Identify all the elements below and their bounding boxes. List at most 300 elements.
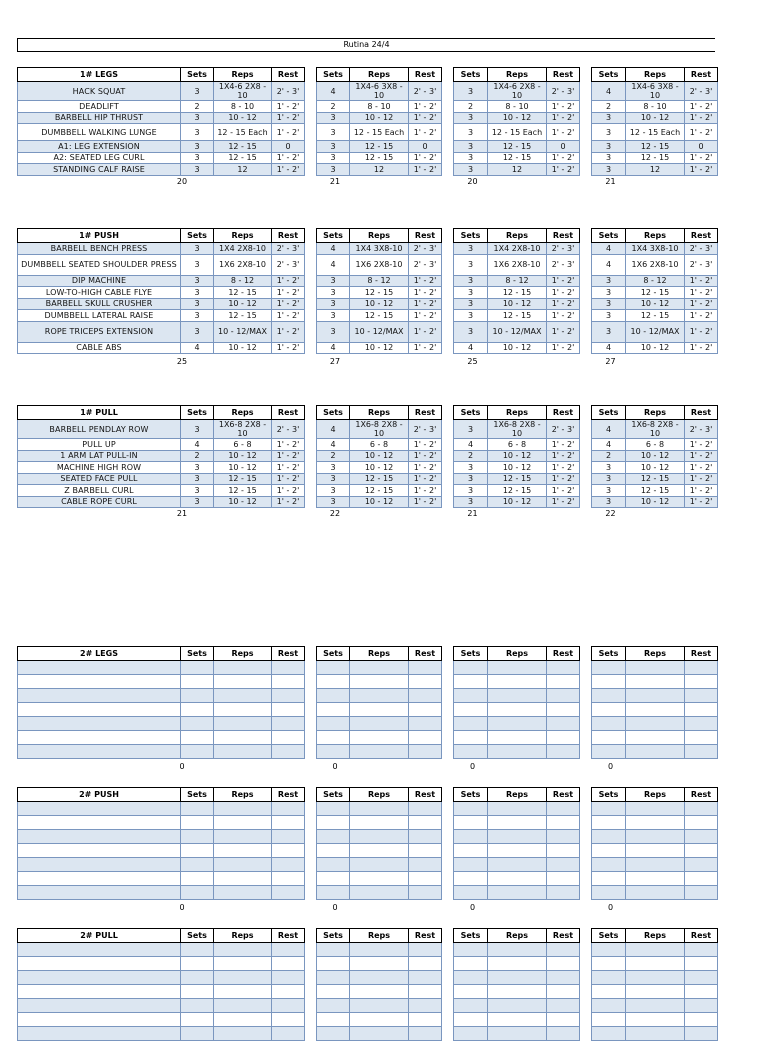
sets-cell[interactable]: [592, 717, 626, 731]
sets-cell[interactable]: 3: [454, 473, 488, 485]
sets-cell[interactable]: 3: [454, 254, 488, 275]
reps-cell[interactable]: [488, 985, 547, 999]
rest-cell[interactable]: [547, 802, 580, 816]
sets-cell[interactable]: 3: [592, 112, 626, 124]
sets-cell[interactable]: 4: [317, 254, 350, 275]
reps-cell[interactable]: 1X4 2X8-10: [214, 243, 272, 255]
reps-cell[interactable]: 12 - 15: [214, 152, 272, 164]
col-header-rest[interactable]: Rest: [547, 406, 580, 420]
sets-cell[interactable]: [181, 985, 214, 999]
sets-cell[interactable]: 3: [317, 287, 350, 299]
reps-cell[interactable]: [488, 971, 547, 985]
reps-cell[interactable]: 12 - 15: [626, 152, 685, 164]
reps-cell[interactable]: 10 - 12: [626, 496, 685, 508]
sets-cell[interactable]: 3: [317, 124, 350, 141]
sets-cell[interactable]: [592, 816, 626, 830]
exercise-name[interactable]: [18, 985, 181, 999]
sets-cell[interactable]: [181, 886, 214, 900]
sets-cell[interactable]: [317, 844, 350, 858]
col-header-reps[interactable]: Reps: [488, 647, 547, 661]
exercise-name[interactable]: ROPE TRICEPS EXTENSION: [18, 321, 181, 342]
reps-cell[interactable]: 10 - 12: [350, 450, 409, 462]
reps-cell[interactable]: 10 - 12: [488, 298, 547, 310]
reps-cell[interactable]: [626, 1013, 685, 1027]
rest-cell[interactable]: [685, 703, 718, 717]
rest-cell[interactable]: [685, 872, 718, 886]
reps-cell[interactable]: 10 - 12: [488, 450, 547, 462]
rest-cell[interactable]: 2' - 3': [685, 254, 718, 275]
reps-cell[interactable]: 10 - 12/MAX: [626, 321, 685, 342]
reps-cell[interactable]: [626, 703, 685, 717]
sets-cell[interactable]: 3: [592, 152, 626, 164]
exercise-name[interactable]: BARBELL BENCH PRESS: [18, 243, 181, 255]
exercise-name[interactable]: [18, 675, 181, 689]
sets-cell[interactable]: 3: [317, 310, 350, 322]
sets-cell[interactable]: 3: [592, 141, 626, 153]
reps-cell[interactable]: [350, 689, 409, 703]
rest-cell[interactable]: [547, 661, 580, 675]
reps-cell[interactable]: [214, 1013, 272, 1027]
exercise-name[interactable]: [18, 886, 181, 900]
reps-cell[interactable]: 10 - 12/MAX: [350, 321, 409, 342]
col-header-rest[interactable]: Rest: [409, 229, 442, 243]
reps-cell[interactable]: [626, 802, 685, 816]
sets-cell[interactable]: 3: [592, 473, 626, 485]
sets-cell[interactable]: [317, 872, 350, 886]
rest-cell[interactable]: 2' - 3': [409, 82, 442, 101]
reps-cell[interactable]: 8 - 10: [488, 101, 547, 113]
rest-cell[interactable]: [547, 830, 580, 844]
reps-cell[interactable]: [350, 661, 409, 675]
exercise-name[interactable]: MACHINE HIGH ROW: [18, 462, 181, 474]
reps-cell[interactable]: [214, 816, 272, 830]
rest-cell[interactable]: [409, 830, 442, 844]
rest-cell[interactable]: [272, 1027, 305, 1041]
rest-cell[interactable]: 1' - 2': [685, 275, 718, 287]
reps-cell[interactable]: [626, 830, 685, 844]
rest-cell[interactable]: [272, 816, 305, 830]
sets-cell[interactable]: [454, 802, 488, 816]
rest-cell[interactable]: 2' - 3': [547, 420, 580, 439]
reps-cell[interactable]: [488, 886, 547, 900]
reps-cell[interactable]: [350, 971, 409, 985]
reps-cell[interactable]: 12 - 15: [350, 152, 409, 164]
sets-cell[interactable]: 3: [317, 164, 350, 176]
reps-cell[interactable]: 6 - 8: [214, 439, 272, 451]
reps-cell[interactable]: [350, 886, 409, 900]
reps-cell[interactable]: 1X4-6 3X8 - 10: [626, 82, 685, 101]
col-header-rest[interactable]: Rest: [272, 406, 305, 420]
sets-cell[interactable]: [592, 886, 626, 900]
col-header-reps[interactable]: Reps: [214, 647, 272, 661]
col-header-reps[interactable]: Reps: [214, 788, 272, 802]
rest-cell[interactable]: 1' - 2': [272, 152, 305, 164]
rest-cell[interactable]: 2' - 3': [409, 420, 442, 439]
reps-cell[interactable]: [350, 872, 409, 886]
rest-cell[interactable]: 2' - 3': [272, 82, 305, 101]
col-header-sets[interactable]: Sets: [181, 929, 214, 943]
rest-cell[interactable]: 1' - 2': [685, 473, 718, 485]
rest-cell[interactable]: 1' - 2': [272, 485, 305, 497]
rest-cell[interactable]: [272, 731, 305, 745]
reps-cell[interactable]: 10 - 12: [488, 112, 547, 124]
rest-cell[interactable]: 1' - 2': [409, 321, 442, 342]
sets-cell[interactable]: [317, 675, 350, 689]
rest-cell[interactable]: [547, 703, 580, 717]
reps-cell[interactable]: 10 - 12: [626, 298, 685, 310]
reps-cell[interactable]: 10 - 12: [626, 462, 685, 474]
sets-cell[interactable]: 2: [454, 101, 488, 113]
reps-cell[interactable]: [214, 703, 272, 717]
sets-cell[interactable]: 4: [592, 342, 626, 354]
reps-cell[interactable]: 12 - 15: [488, 287, 547, 299]
rest-cell[interactable]: 1' - 2': [547, 342, 580, 354]
col-header-reps[interactable]: Reps: [350, 229, 409, 243]
exercise-name[interactable]: BARBELL HIP THRUST: [18, 112, 181, 124]
reps-cell[interactable]: 12 - 15: [488, 310, 547, 322]
rest-cell[interactable]: 1' - 2': [409, 275, 442, 287]
sets-cell[interactable]: [454, 731, 488, 745]
sets-cell[interactable]: [592, 703, 626, 717]
rest-cell[interactable]: 1' - 2': [685, 462, 718, 474]
reps-cell[interactable]: [488, 745, 547, 759]
rest-cell[interactable]: 2' - 3': [685, 420, 718, 439]
sets-cell[interactable]: 3: [181, 243, 214, 255]
reps-cell[interactable]: 10 - 12: [350, 112, 409, 124]
rest-cell[interactable]: [547, 689, 580, 703]
sets-cell[interactable]: 3: [181, 254, 214, 275]
rest-cell[interactable]: 2' - 3': [685, 243, 718, 255]
reps-cell[interactable]: [626, 816, 685, 830]
col-header-rest[interactable]: Rest: [409, 788, 442, 802]
rest-cell[interactable]: 1' - 2': [409, 450, 442, 462]
sets-cell[interactable]: 2: [317, 101, 350, 113]
sets-cell[interactable]: [181, 830, 214, 844]
reps-cell[interactable]: [350, 830, 409, 844]
sets-cell[interactable]: [592, 999, 626, 1013]
rest-cell[interactable]: [409, 844, 442, 858]
sets-cell[interactable]: [454, 745, 488, 759]
section-header[interactable]: 2# LEGS: [18, 647, 181, 661]
sets-cell[interactable]: 3: [592, 496, 626, 508]
exercise-name[interactable]: DUMBBELL LATERAL RAISE: [18, 310, 181, 322]
rest-cell[interactable]: 1' - 2': [547, 101, 580, 113]
sets-cell[interactable]: 3: [454, 462, 488, 474]
sets-cell[interactable]: 3: [317, 298, 350, 310]
exercise-name[interactable]: [18, 971, 181, 985]
reps-cell[interactable]: 12 - 15: [214, 141, 272, 153]
sets-cell[interactable]: [181, 999, 214, 1013]
sets-cell[interactable]: 3: [592, 310, 626, 322]
col-header-reps[interactable]: Reps: [214, 68, 272, 82]
reps-cell[interactable]: 10 - 12: [626, 112, 685, 124]
rest-cell[interactable]: [547, 675, 580, 689]
sets-cell[interactable]: [317, 703, 350, 717]
reps-cell[interactable]: 12 - 15: [350, 473, 409, 485]
reps-cell[interactable]: 10 - 12: [350, 462, 409, 474]
rest-cell[interactable]: 1' - 2': [409, 462, 442, 474]
rest-cell[interactable]: [685, 816, 718, 830]
reps-cell[interactable]: 1X4 2X8-10: [488, 243, 547, 255]
reps-cell[interactable]: [214, 985, 272, 999]
reps-cell[interactable]: 12 - 15: [488, 152, 547, 164]
rest-cell[interactable]: [685, 957, 718, 971]
rest-cell[interactable]: [272, 661, 305, 675]
reps-cell[interactable]: [488, 943, 547, 957]
rest-cell[interactable]: 2' - 3': [685, 82, 718, 101]
sets-cell[interactable]: [454, 943, 488, 957]
rest-cell[interactable]: [547, 858, 580, 872]
col-header-rest[interactable]: Rest: [547, 788, 580, 802]
sets-cell[interactable]: [454, 957, 488, 971]
reps-cell[interactable]: [488, 872, 547, 886]
rest-cell[interactable]: [409, 943, 442, 957]
rest-cell[interactable]: [409, 1013, 442, 1027]
rest-cell[interactable]: 1' - 2': [409, 310, 442, 322]
reps-cell[interactable]: [350, 985, 409, 999]
sets-cell[interactable]: [454, 886, 488, 900]
col-header-reps[interactable]: Reps: [626, 788, 685, 802]
rest-cell[interactable]: [685, 717, 718, 731]
exercise-name[interactable]: [18, 717, 181, 731]
reps-cell[interactable]: [350, 717, 409, 731]
col-header-rest[interactable]: Rest: [685, 229, 718, 243]
reps-cell[interactable]: [350, 802, 409, 816]
col-header-sets[interactable]: Sets: [592, 788, 626, 802]
sets-cell[interactable]: 3: [454, 82, 488, 101]
sets-cell[interactable]: 3: [181, 287, 214, 299]
reps-cell[interactable]: [214, 886, 272, 900]
exercise-name[interactable]: SEATED FACE PULL: [18, 473, 181, 485]
reps-cell[interactable]: [626, 957, 685, 971]
reps-cell[interactable]: 1X6-8 2X8 - 10: [488, 420, 547, 439]
section-header[interactable]: 1# LEGS: [18, 68, 181, 82]
sets-cell[interactable]: [592, 802, 626, 816]
sets-cell[interactable]: [317, 731, 350, 745]
exercise-name[interactable]: BARBELL PENDLAY ROW: [18, 420, 181, 439]
sets-cell[interactable]: [592, 957, 626, 971]
sets-cell[interactable]: 3: [181, 496, 214, 508]
sets-cell[interactable]: 3: [454, 275, 488, 287]
sets-cell[interactable]: 4: [181, 439, 214, 451]
exercise-name[interactable]: Z BARBELL CURL: [18, 485, 181, 497]
rest-cell[interactable]: [547, 872, 580, 886]
reps-cell[interactable]: 8 - 12: [214, 275, 272, 287]
sets-cell[interactable]: [592, 943, 626, 957]
reps-cell[interactable]: [626, 999, 685, 1013]
rest-cell[interactable]: [272, 872, 305, 886]
rest-cell[interactable]: [272, 830, 305, 844]
reps-cell[interactable]: 10 - 12: [214, 298, 272, 310]
rest-cell[interactable]: [685, 731, 718, 745]
col-header-rest[interactable]: Rest: [409, 929, 442, 943]
reps-cell[interactable]: 12: [488, 164, 547, 176]
sets-cell[interactable]: [317, 689, 350, 703]
reps-cell[interactable]: 10 - 12: [214, 112, 272, 124]
rest-cell[interactable]: [409, 675, 442, 689]
sets-cell[interactable]: [317, 1013, 350, 1027]
sets-cell[interactable]: [592, 985, 626, 999]
rest-cell[interactable]: 1' - 2': [409, 496, 442, 508]
rest-cell[interactable]: [409, 731, 442, 745]
sets-cell[interactable]: 2: [181, 450, 214, 462]
sets-cell[interactable]: [317, 745, 350, 759]
reps-cell[interactable]: 10 - 12: [488, 342, 547, 354]
sets-cell[interactable]: 3: [317, 152, 350, 164]
reps-cell[interactable]: 12 - 15: [626, 473, 685, 485]
rest-cell[interactable]: 1' - 2': [547, 298, 580, 310]
reps-cell[interactable]: 10 - 12: [214, 342, 272, 354]
reps-cell[interactable]: [350, 816, 409, 830]
col-header-sets[interactable]: Sets: [181, 788, 214, 802]
col-header-reps[interactable]: Reps: [350, 406, 409, 420]
sets-cell[interactable]: [592, 1027, 626, 1041]
rest-cell[interactable]: [272, 985, 305, 999]
sets-cell[interactable]: [317, 886, 350, 900]
sets-cell[interactable]: [454, 703, 488, 717]
sets-cell[interactable]: 3: [454, 164, 488, 176]
reps-cell[interactable]: [626, 844, 685, 858]
rest-cell[interactable]: [685, 1013, 718, 1027]
reps-cell[interactable]: [488, 1027, 547, 1041]
sets-cell[interactable]: 3: [181, 152, 214, 164]
rest-cell[interactable]: 1' - 2': [685, 496, 718, 508]
sets-cell[interactable]: [317, 971, 350, 985]
sets-cell[interactable]: 3: [454, 420, 488, 439]
col-header-rest[interactable]: Rest: [547, 229, 580, 243]
sets-cell[interactable]: 3: [181, 124, 214, 141]
sets-cell[interactable]: 3: [181, 141, 214, 153]
rest-cell[interactable]: 2' - 3': [547, 243, 580, 255]
exercise-name[interactable]: [18, 999, 181, 1013]
sets-cell[interactable]: 4: [454, 439, 488, 451]
rest-cell[interactable]: [409, 886, 442, 900]
reps-cell[interactable]: 10 - 12: [488, 496, 547, 508]
col-header-sets[interactable]: Sets: [317, 68, 350, 82]
sets-cell[interactable]: 4: [592, 82, 626, 101]
sets-cell[interactable]: 3: [454, 152, 488, 164]
reps-cell[interactable]: [214, 675, 272, 689]
reps-cell[interactable]: 12 - 15: [214, 310, 272, 322]
reps-cell[interactable]: 8 - 12: [350, 275, 409, 287]
rest-cell[interactable]: 1' - 2': [272, 473, 305, 485]
col-header-sets[interactable]: Sets: [181, 647, 214, 661]
sets-cell[interactable]: [181, 731, 214, 745]
reps-cell[interactable]: [626, 985, 685, 999]
col-header-reps[interactable]: Reps: [488, 788, 547, 802]
sets-cell[interactable]: [454, 858, 488, 872]
col-header-reps[interactable]: Reps: [350, 788, 409, 802]
rest-cell[interactable]: [685, 675, 718, 689]
reps-cell[interactable]: 10 - 12: [214, 496, 272, 508]
rest-cell[interactable]: [409, 985, 442, 999]
sets-cell[interactable]: 2: [592, 101, 626, 113]
rest-cell[interactable]: [272, 745, 305, 759]
reps-cell[interactable]: 6 - 8: [626, 439, 685, 451]
rest-cell[interactable]: 1' - 2': [685, 321, 718, 342]
col-header-sets[interactable]: Sets: [592, 229, 626, 243]
col-header-rest[interactable]: Rest: [409, 647, 442, 661]
reps-cell[interactable]: 12 - 15: [488, 473, 547, 485]
reps-cell[interactable]: [626, 943, 685, 957]
rest-cell[interactable]: 2' - 3': [272, 243, 305, 255]
col-header-reps[interactable]: Reps: [626, 647, 685, 661]
reps-cell[interactable]: [488, 661, 547, 675]
rest-cell[interactable]: 1' - 2': [685, 101, 718, 113]
sets-cell[interactable]: [592, 661, 626, 675]
sets-cell[interactable]: 3: [592, 485, 626, 497]
sets-cell[interactable]: 3: [181, 485, 214, 497]
exercise-name[interactable]: 1 ARM LAT PULL-IN: [18, 450, 181, 462]
rest-cell[interactable]: [685, 886, 718, 900]
rest-cell[interactable]: 1' - 2': [409, 164, 442, 176]
rest-cell[interactable]: [685, 844, 718, 858]
rest-cell[interactable]: [409, 816, 442, 830]
exercise-name[interactable]: [18, 858, 181, 872]
reps-cell[interactable]: [626, 661, 685, 675]
col-header-reps[interactable]: Reps: [626, 929, 685, 943]
sets-cell[interactable]: [181, 745, 214, 759]
reps-cell[interactable]: [350, 675, 409, 689]
col-header-reps[interactable]: Reps: [488, 229, 547, 243]
rest-cell[interactable]: [685, 661, 718, 675]
rest-cell[interactable]: 0: [272, 141, 305, 153]
reps-cell[interactable]: 12 - 15 Each: [214, 124, 272, 141]
sets-cell[interactable]: [317, 802, 350, 816]
rest-cell[interactable]: 1' - 2': [547, 275, 580, 287]
sets-cell[interactable]: 3: [592, 287, 626, 299]
reps-cell[interactable]: [626, 731, 685, 745]
rest-cell[interactable]: [547, 886, 580, 900]
reps-cell[interactable]: 1X6-8 2X8 - 10: [626, 420, 685, 439]
rest-cell[interactable]: 2' - 3': [272, 254, 305, 275]
rest-cell[interactable]: [272, 971, 305, 985]
rest-cell[interactable]: 1' - 2': [685, 298, 718, 310]
rest-cell[interactable]: [409, 703, 442, 717]
reps-cell[interactable]: [488, 675, 547, 689]
col-header-rest[interactable]: Rest: [547, 647, 580, 661]
sets-cell[interactable]: 3: [181, 112, 214, 124]
rest-cell[interactable]: [409, 957, 442, 971]
reps-cell[interactable]: [626, 717, 685, 731]
rest-cell[interactable]: 1' - 2': [272, 462, 305, 474]
sets-cell[interactable]: 3: [181, 82, 214, 101]
rest-cell[interactable]: [272, 999, 305, 1013]
reps-cell[interactable]: [626, 858, 685, 872]
col-header-rest[interactable]: Rest: [547, 68, 580, 82]
rest-cell[interactable]: 1' - 2': [547, 124, 580, 141]
sets-cell[interactable]: 3: [592, 275, 626, 287]
exercise-name[interactable]: BARBELL SKULL CRUSHER: [18, 298, 181, 310]
exercise-name[interactable]: CABLE ROPE CURL: [18, 496, 181, 508]
col-header-sets[interactable]: Sets: [181, 68, 214, 82]
sets-cell[interactable]: [454, 844, 488, 858]
sets-cell[interactable]: 4: [592, 420, 626, 439]
rest-cell[interactable]: [272, 802, 305, 816]
reps-cell[interactable]: 8 - 10: [214, 101, 272, 113]
col-header-sets[interactable]: Sets: [454, 788, 488, 802]
col-header-sets[interactable]: Sets: [317, 406, 350, 420]
reps-cell[interactable]: [626, 675, 685, 689]
rest-cell[interactable]: 1' - 2': [547, 473, 580, 485]
section-header[interactable]: 2# PUSH: [18, 788, 181, 802]
rest-cell[interactable]: [409, 858, 442, 872]
reps-cell[interactable]: [350, 1013, 409, 1027]
reps-cell[interactable]: [214, 689, 272, 703]
rest-cell[interactable]: 1' - 2': [409, 112, 442, 124]
reps-cell[interactable]: 12 - 15: [626, 310, 685, 322]
col-header-sets[interactable]: Sets: [317, 229, 350, 243]
